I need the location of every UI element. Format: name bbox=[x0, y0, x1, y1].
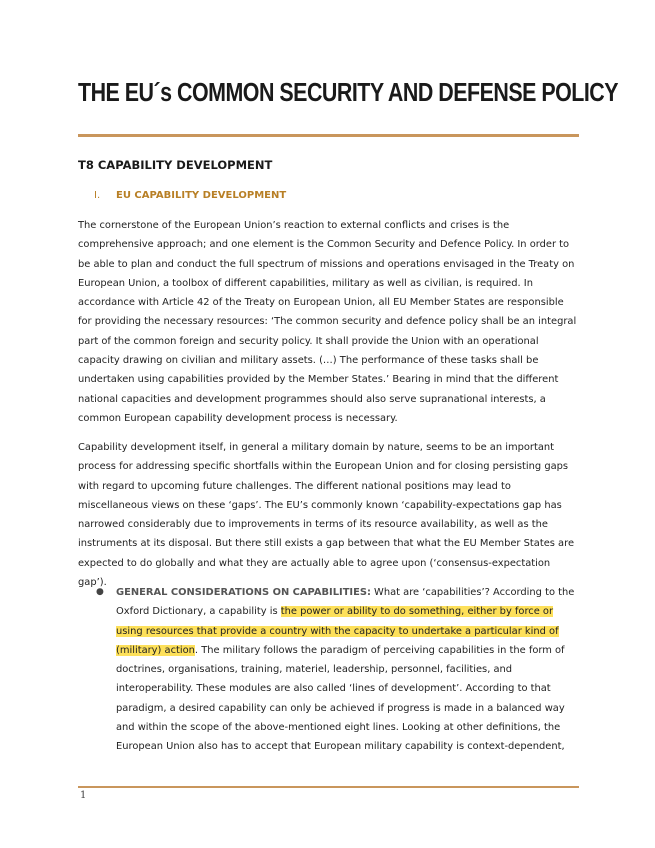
paragraph-1: The cornerstone of the European Union’s reaction to external conflicts and crises is the comprehensive approach; and one element is the Common Security and Defence Policy. In order to be able to plan and conduct the full spectrum of missions and operations envisaged in the Treaty on European Union, a toolbox of different capabilities, military as well as civilian, is required. In accordance with Article 42 of the Treaty on European Union, all EU Member States are responsible for providing the necessary resources: ‘The common security and defence policy shall be an integral part of the common foreign and security policy. It shall provide the Union with an operational capacity drawing on civilian and military assets. (…) The performance of these tasks shall be undertaken using capabilities provided by the Member States.’ Bearing in mind that the different national capacities and development programmes should also serve supranational interests, a common European capability development process is necessary. bbox=[78, 220, 577, 424]
highlighted-definition: the power or ability to do something, either by force or using resources that provide a country with the capacity to undertake a particular kind of (military) action bbox=[116, 606, 559, 656]
paragraph-2: Capability development itself, in general a military domain by nature, seems to be an important process for addressing specific shortfalls within the European Union and for closing persisting gaps with regard to upcoming future challenges. The different national positions may lead to miscellaneous views on these ‘gaps’. The EU’s commonly known ‘capability-expectations gap has narrowed considerably due to improvements in terms of its resource availability, as well as the instruments at its disposal. But there still exists a gap between that what the EU Member States are expected to do globally and what they are actually able to agree upon (‘consensus-expectation gap’). bbox=[78, 442, 575, 589]
bullet-intro: What are ‘capabilities’? According to the Oxford Dictionary, a capability is bbox=[116, 587, 575, 618]
bullet-item bbox=[96, 583, 580, 757]
subsection-title: EU CAPABILITY DEVELOPMENT bbox=[116, 190, 287, 201]
footer-divider bbox=[78, 786, 579, 788]
bullet-dot-icon: ● bbox=[96, 587, 104, 597]
section-heading: T8 CAPABILITY DEVELOPMENT bbox=[78, 158, 273, 172]
bullet-label: GENERAL CONSIDERATIONS ON CAPABILITIES: bbox=[116, 587, 371, 598]
page-number: 1 bbox=[80, 790, 87, 801]
title-divider bbox=[78, 134, 579, 137]
subsection-heading bbox=[94, 190, 286, 201]
bullet-rest: . The military follows the paradigm of perceiving capabilities in the form of doctrines, organisations, training, materiel, leadership, personnel, facilities, and interoperability. These modules are also called ‘lines of development’. According to that paradigm, a desired capability can only be achieved if progress is made in a balanced way and within the scope of the above-mentioned eight lines. Looking at other definitions, the European Union also has to accept that European military capability is context-dependent, bbox=[116, 644, 565, 753]
subsection-number: I. bbox=[94, 190, 101, 201]
document-title: THE EU´s COMMON SECURITY AND DEFENSE POLICY bbox=[78, 79, 619, 107]
bullet-text bbox=[116, 583, 580, 757]
